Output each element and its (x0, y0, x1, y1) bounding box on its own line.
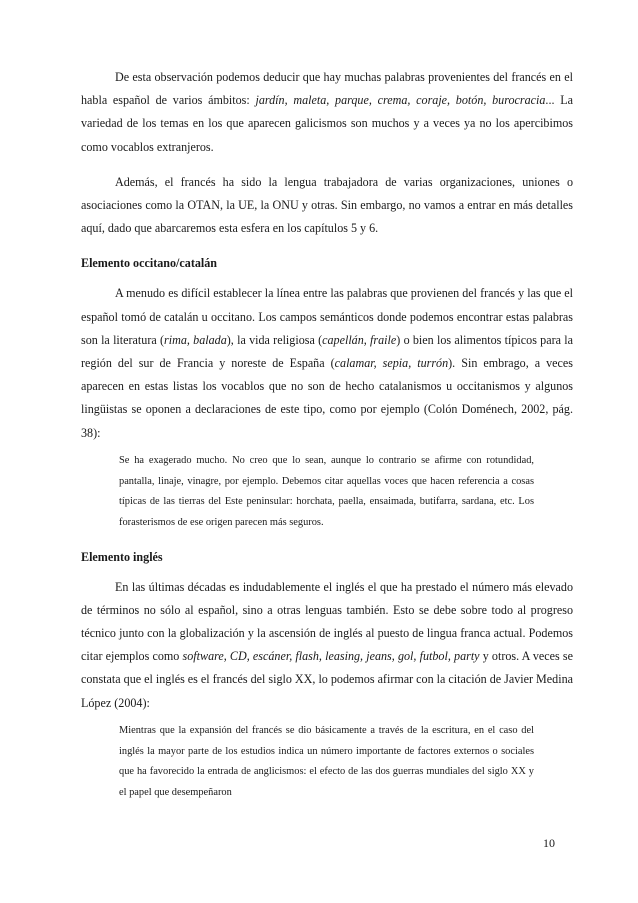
quote-colon-domenech: Se ha exagerado mucho. No creo que lo sean, aunque lo contrario se afirme con rotundidad, pantalla, linaje, vinagre, por ejemplo. Debemos citar aquellas voces que hacen referencia a cosas típicas de las tierras del Este peninsular: horchata, paella, ensaimada, butifarra, sardana, etc. Los forasterismos de ese origen parecen más seguros. (119, 454, 534, 528)
quote-medina-lopez: Mientras que la expansión del francés se dio básicamente a través de la escritura, en el caso del inglés la mayor parte de los estudios indica un número importante de factores externos o sociales que ha favorecido la entrada de anglicismos: el efecto de las dos guerras mundiales del siglo XX y el papel que desempeñaron (119, 724, 534, 798)
text-run: En las últimas décadas es indudablemente el inglés el que ha prestado el número más elevado de términos no sólo al español, sino a otras lenguas también. Esto se debe sobre todo al progreso técnico junto con la globalización y la ascensión de inglés al puesto de lingua franca actual. Podemos citar ejemplos como (81, 579, 573, 664)
italic-term: calamar, sepia, turrón (334, 356, 449, 371)
text-run: y otros. A veces se constata que el inglés es el francés del siglo XX, lo podemos afirmar con la citación de Javier Medina López (2004): (81, 649, 573, 710)
page-body (81, 66, 573, 810)
text-run: Además, el francés ha sido la lengua trabajadora de varias organizaciones, uniones o asociaciones como la OTAN, la UE, la ONU y otras. Sin embargo, no vamos a entrar en más detalles aquí, dado que abarcaremos esta esfera en los capítulos 5 y 6. (81, 174, 573, 236)
page-number: 10 (543, 836, 555, 850)
paragraph-galicisms-intro (81, 66, 573, 159)
italic-term: jardín, maleta, parque, crema, coraje, botón, burocracia (255, 93, 546, 108)
italic-term: capellán, fraile (322, 332, 397, 347)
italic-term: software, CD, escáner, flash, leasing, jeans, gol, futbol, party (182, 649, 480, 664)
text-run: A menudo es difícil establecer la línea entre las palabras que provienen del francés y las que el español tomó de catalán u occitano. Los campos semánticos donde podemos encontrar estas palabras son la literatura ( (81, 286, 573, 347)
text-run: De esta observación podemos deducir que hay muchas palabras provenientes del francés en el habla español de varios ámbitos: (81, 70, 573, 108)
paragraph-french-organizations (81, 171, 573, 241)
text-run: ) o bien los alimentos típicos para la región del sur de Francia y noreste de España ( (81, 332, 573, 371)
heading-english: Elemento inglés (81, 549, 163, 564)
italic-term: rima, balada (164, 332, 227, 347)
text-run: ). Sin embrago, a veces aparecen en estas listas los vocablos que no son de hecho catalanismos u occitanismos y algunos lingüistas se oponen a declaraciones de este tipo, como por ejemplo (Colón Doménech, 2002, pág. 38): (81, 356, 573, 440)
heading-occitan-catalan: Elemento occitano/catalán (81, 256, 218, 271)
text-run: ), la vida religiosa ( (226, 332, 323, 347)
paragraph-english (81, 576, 573, 715)
text-run: ... La variedad de los temas en los que aparecen galicismos son muchos y a veces ya no los apercibimos como vocablos extranjeros. (81, 93, 573, 154)
paragraph-occitan-catalan (81, 282, 573, 444)
